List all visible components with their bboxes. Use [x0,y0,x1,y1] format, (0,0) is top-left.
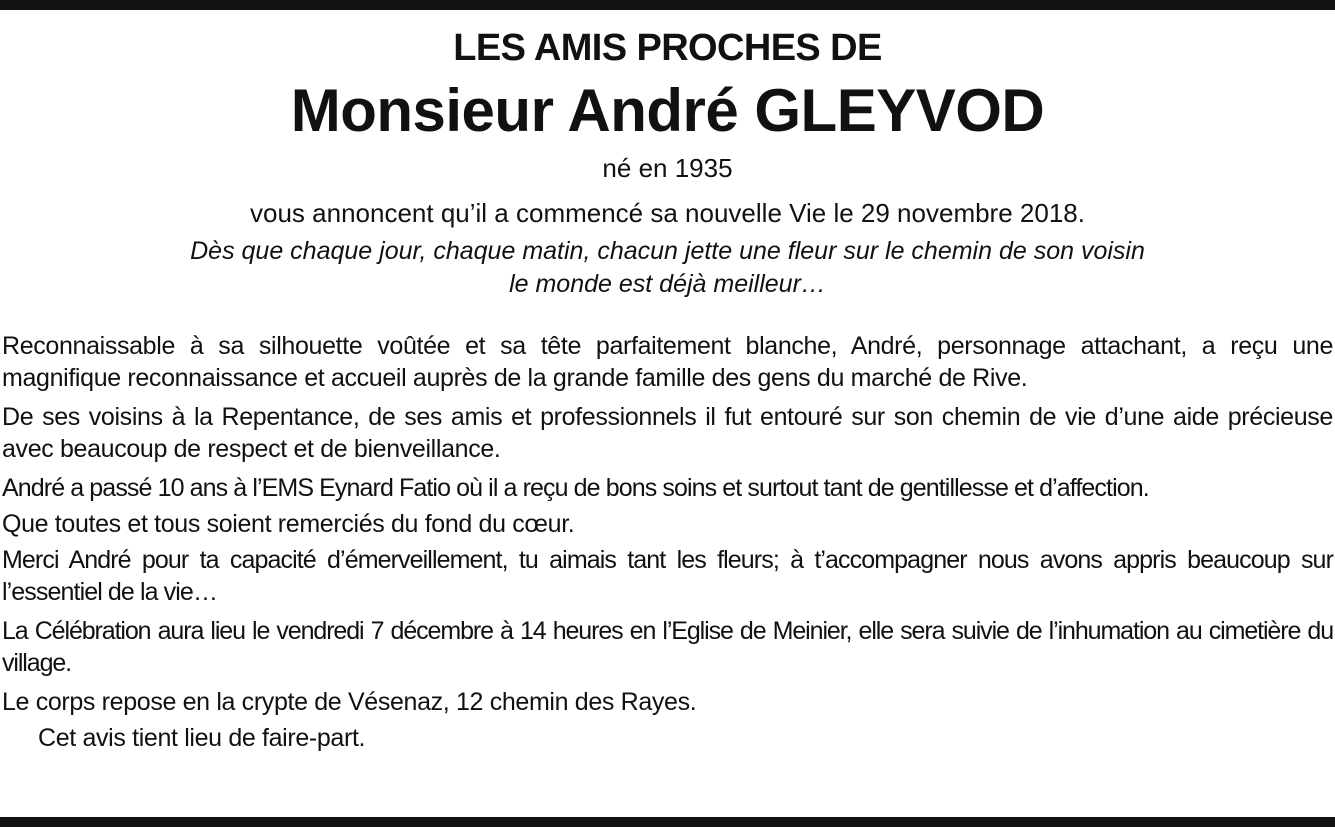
top-border-rule [0,0,1335,10]
body-paragraph: Le corps repose en la crypte de Vésenaz, 12 chemin des Rayes. [2,688,697,716]
notice-intro: LES AMIS PROCHES DE [453,27,882,69]
body-paragraph: André a passé 10 ans à l’EMS Eynard Fatio où il a reçu de bons soins et surtout tant de gentillesse et d’affection. [2,474,1149,502]
body-paragraph: Reconnaissable à sa silhouette voûtée et sa tête parfaitement blanche, André, personnage attachant, a reçu une magnifique reconnaissance et accueil auprès de la grande famille des gens du marché de Rive. [2,332,1333,392]
birth-year: né en 1935 [602,153,733,183]
bottom-border-rule [0,817,1335,827]
quote-line: Dès que chaque jour, chaque matin, chacun jette une fleur sur le chemin de son voisin [190,237,1145,265]
announcement-line: vous annoncent qu’il a commencé sa nouvelle Vie le 29 novembre 2018. [250,198,1085,228]
body-paragraph: Que toutes et tous soient remerciés du fond du cœur. [2,510,575,538]
body-paragraph: La Célébration aura lieu le vendredi 7 décembre à 14 heures en l’Eglise de Meinier, elle sera suivie de l’inhumation au cimetière du village. [2,617,1333,677]
body-paragraph: De ses voisins à la Repentance, de ses amis et professionnels il fut entouré sur son chemin de vie d’une aide précieuse avec beaucoup de respect et de bienveillance. [2,403,1333,463]
notice-body [2,330,1333,761]
quote-line: le monde est déjà meilleur… [509,270,826,298]
body-paragraph: Merci André pour ta capacité d’émerveillement, tu aimais tant les fleurs; à t’accompagner nous avons appris beaucoup sur l’essentiel de la vie… [2,546,1333,606]
closing-line: Cet avis tient lieu de faire-part. [38,724,366,752]
deceased-name: Monsieur André GLEYVOD [290,77,1045,144]
notice-header [0,22,1335,301]
quote [0,235,1335,301]
